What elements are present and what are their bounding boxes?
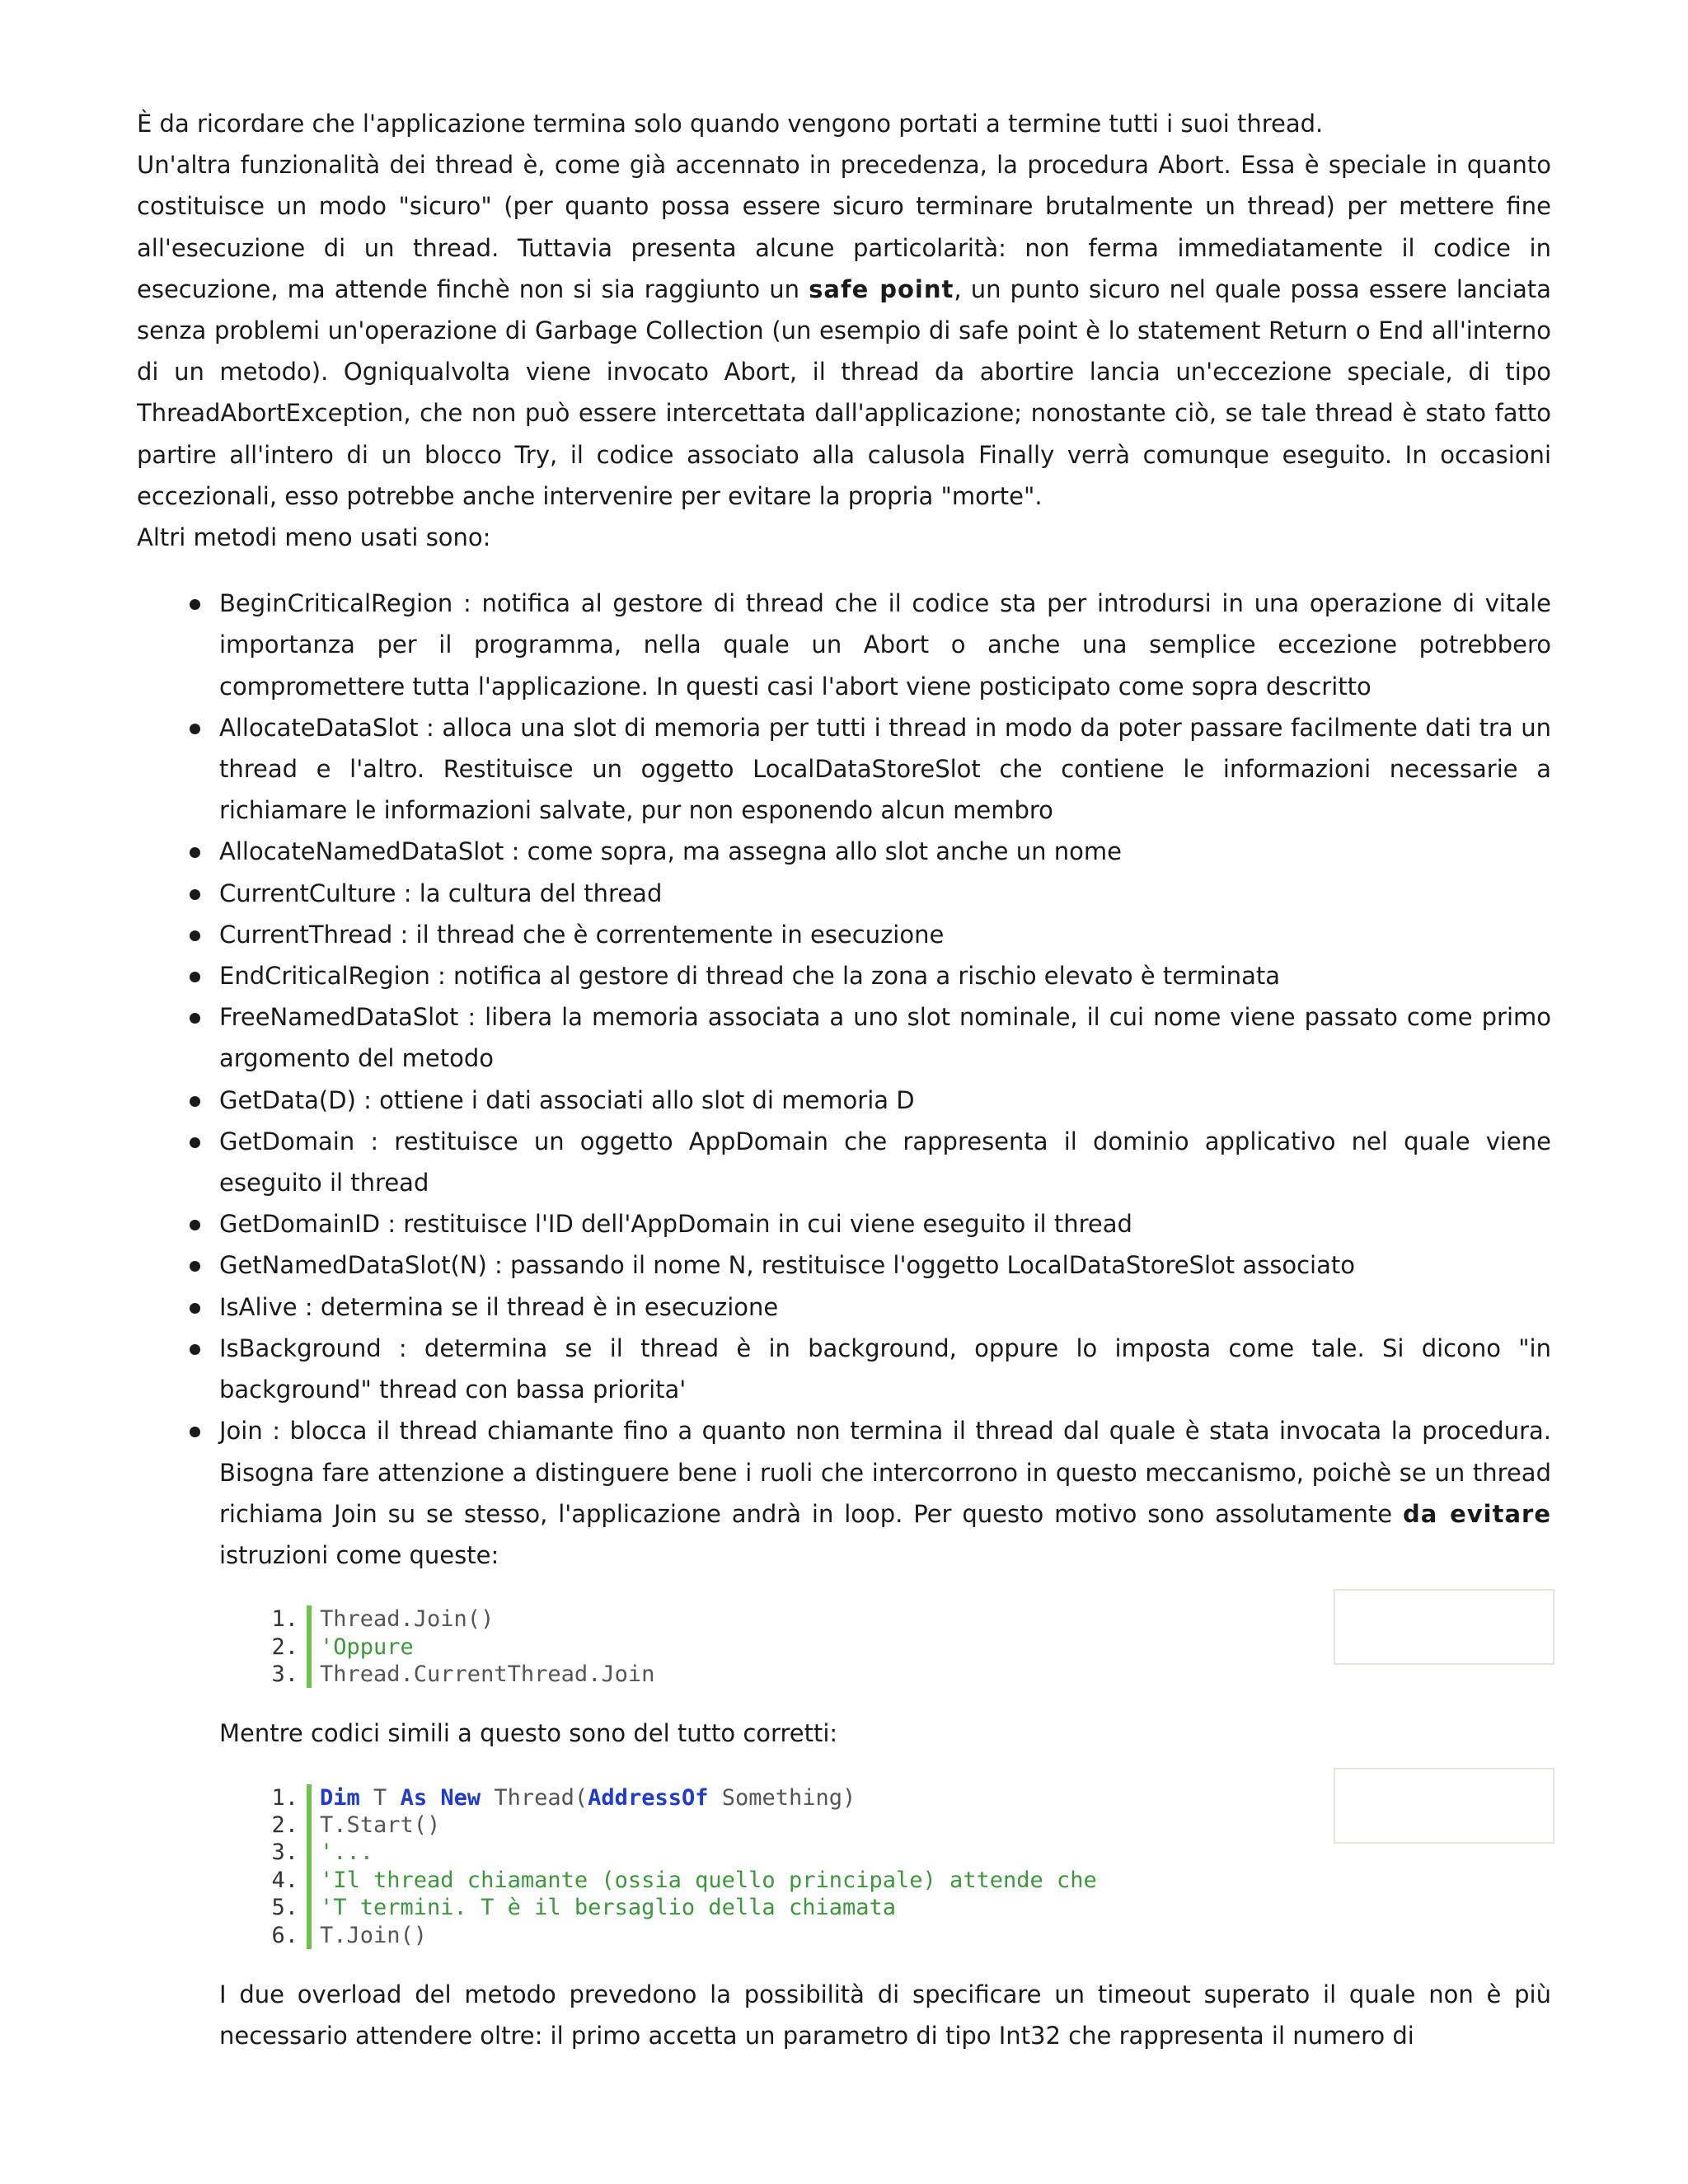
safe-point-term: safe point (809, 274, 954, 303)
list-item: CurrentThread : il thread che è correntemente in esecuzione (219, 914, 1551, 955)
list-item: GetNamedDataSlot(N) : passando il nome N, restituisce l'oggetto LocalDataStoreSlot associato (219, 1244, 1551, 1286)
code-line: 3. Thread.CurrentThread.Join (271, 1661, 655, 1687)
da-evitare-term: da evitare (1403, 1499, 1551, 1528)
document-body (137, 103, 1551, 2056)
code-line: 6. T.Join() (271, 1922, 428, 1948)
code-line: 1. Dim T As New Thread(AddressOf Something) (271, 1784, 856, 1811)
bullet-icon (190, 1220, 200, 1230)
code-example-correct (219, 1784, 1551, 1949)
list-item: AllocateNamedDataSlot : come sopra, ma assegna allo slot anche un nome (219, 831, 1551, 872)
list-item: AllocateDataSlot : alloca una slot di memoria per tutti i thread in modo da poter passare facilmente dati tra un thread e l'altro. Restituisce un oggetto LocalDataStoreSlot che contiene le informazioni necessarie a richiamare le informazioni salvate, pur non esponendo alcun membro (219, 707, 1551, 832)
list-item: EndCriticalRegion : notifica al gestore di thread che la zona a rischio elevato è terminata (219, 955, 1551, 996)
list-item-join: Join : blocca il thread chiamante fino a quanto non termina il thread dal quale è stata invocata la procedura. Bisogna fare attenzione a distinguere bene i ruoli che intercorrono in questo meccanismo, poichè se un thread richiama Join su se stesso, l'applicazione andrà in loop. Per questo motivo sono assolutamente da evitare istruzioni come queste: 1. Thread.Join() 2. 'Oppure 3. Thread.CurrentThread.Join Mentre codici simili a questo sono del tutto corretti: 1. Dim T As New Thread(AddressOf Something) 2. T.Start() 3. '... 4. 'Il thread chiamante (ossia quello principale) attende che 5. 'T termini. T è il bersaglio della chiamata 6. T.Join() I due overload del metodo prevedono la possibilità di specificare un timeout superato il quale non è più necessario attendere oltre: il primo accetta un parametro di tipo Int32 che rappresenta il numero di (219, 1410, 1551, 2056)
bullet-icon (190, 1096, 200, 1107)
list-item: GetDomain : restituisce un oggetto AppDomain che rappresenta il dominio applicativo nel quale viene eseguito il thread (219, 1121, 1551, 1203)
bullet-icon (190, 972, 200, 982)
list-item: CurrentCulture : la cultura del thread (219, 873, 1551, 914)
list-item: GetDomainID : restituisce l'ID dell'AppDomain in cui viene eseguito il thread (219, 1203, 1551, 1244)
paragraph-app-termination: È da ricordare che l'applicazione termina solo quando vengono portati a termine tutti i suoi thread. (137, 110, 1324, 138)
list-item: IsAlive : determina se il thread è in esecuzione (219, 1286, 1551, 1328)
list-item: GetData(D) : ottiene i dati associati allo slot di memoria D (219, 1080, 1551, 1121)
code-line: 5. 'T termini. T è il bersaglio della chiamata (271, 1895, 896, 1921)
list-item: BeginCriticalRegion : notifica al gestore di thread che il codice sta per introdursi in una operazione di vitale importanza per il programma, nella quale un Abort o anche una semplice eccezione potrebbero compromettere tutta l'applicazione. In questi casi l'abort viene posticipato come sopra descritto (219, 583, 1551, 707)
code-line: 2. 'Oppure (271, 1633, 414, 1660)
code-line: 4. 'Il thread chiamante (ossia quello principale) attende che (271, 1867, 1097, 1893)
paragraph-abort: Un'altra funzionalità dei thread è, come già accennato in precedenza, la procedura Abort. Essa è speciale in quanto costituisce un modo "sicuro" (per quanto possa essere sicuro terminare brutalmente un thread) per mettere fine all'esecuzione di un thread. Tuttavia presenta alcune particolarità: non ferma immediatamente il codice in esecuzione, ma attende finchè non si sia raggiunto un safe point, un punto sicuro nel quale possa essere lanciata senza problemi un'operazione di Garbage Collection (un esempio di safe point è lo statement Return o End all'interno di un metodo). Ogniqualvolta viene invocato Abort, il thread da abortire lancia un'eccezione speciale, di tipo ThreadAbortException, che non può essere intercettata dall'applicazione; nonostante ciò, se tale thread è stato fatto partire all'intero di un blocco Try, il codice associato alla calusola Finally verrà comunque eseguito. In occasioni eccezionali, esso potrebbe anche intervenire per evitare la propria "morte". (137, 151, 1552, 510)
paragraph-join-overloads: I due overload del metodo prevedono la possibilità di specificare un timeout superato il quale non è più necessario attendere oltre: il primo accetta un parametro di tipo Int32 che rappresenta il numero di (219, 1980, 1551, 2050)
paragraph-other-methods: Altri metodi meno usati sono: (137, 523, 491, 552)
code-line: 3. '... (271, 1840, 374, 1866)
bullet-icon (190, 1137, 200, 1148)
code-example-wrong (219, 1605, 1551, 1688)
code-intro-text: Mentre codici simili a questo sono del tutto corretti: (219, 1719, 838, 1748)
bullet-icon (190, 1303, 200, 1314)
bullet-icon (190, 1344, 200, 1355)
bullet-icon (190, 599, 200, 610)
code-line: 2. T.Start() (271, 1811, 441, 1838)
methods-list (137, 583, 1551, 2056)
bullet-icon (190, 889, 200, 900)
bullet-icon (190, 1261, 200, 1272)
bullet-icon (190, 724, 200, 734)
bullet-icon (190, 1013, 200, 1024)
copy-code-button[interactable] (1334, 1768, 1554, 1844)
bullet-icon (190, 930, 200, 941)
copy-code-button[interactable] (1334, 1589, 1554, 1665)
list-item: FreeNamedDataSlot : libera la memoria associata a uno slot nominale, il cui nome viene passato come primo argomento del metodo (219, 996, 1551, 1079)
bullet-icon (190, 1427, 200, 1437)
bullet-icon (190, 847, 200, 858)
list-item: IsBackground : determina se il thread è in background, oppure lo imposta come tale. Si dicono "in background" thread con bassa priorita' (219, 1328, 1551, 1410)
code-line: 1. Thread.Join() (271, 1606, 495, 1633)
